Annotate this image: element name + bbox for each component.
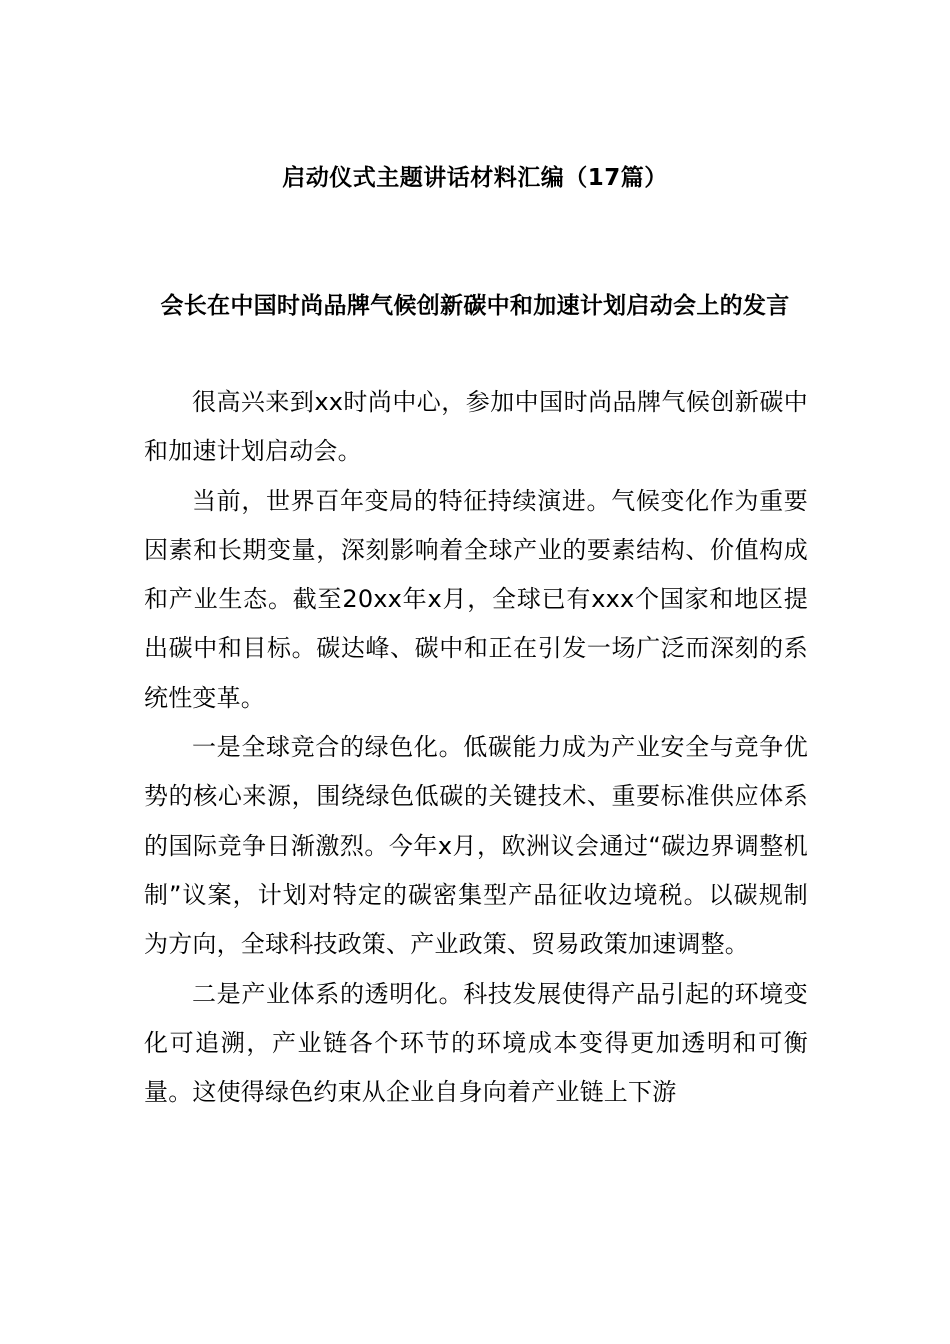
speech-title: 会长在中国时尚品牌气候创新碳中和加速计划启动会上的发言: [160, 293, 790, 319]
paragraph-2: 当前，世界百年变局的特征持续演进。气候变化作为重要因素和长期变量，深刻影响着全球产业的要素结构、价值构成和产业生态。截至20xx年x月，全球已有xxx个国家和地区提出碳中和目标。碳达峰、碳中和正在引发一场广泛而深刻的系统性变革。: [144, 486, 808, 712]
paragraph-1: 很高兴来到xx时尚中心，参加中国时尚品牌气候创新碳中和加速计划启动会。: [144, 388, 808, 466]
paragraph-4: 二是产业体系的透明化。科技发展使得产品引起的环境变化可追溯，产业链各个环节的环境成本变得更加透明和可衡量。这使得绿色约束从企业自身向着产业链上下游: [144, 979, 808, 1107]
paragraph-3: 一是全球竞合的绿色化。低碳能力成为产业安全与竞争优势的核心来源，围绕绿色低碳的关键技术、重要标准供应体系的国际竞争日渐激烈。今年x月，欧洲议会通过“碳边界调整机制”议案，计划对特定的碳密集型产品征收边境税。以碳规制为方向，全球科技政策、产业政策、贸易政策加速调整。: [144, 733, 808, 959]
speech-body: [144, 378, 808, 1117]
document-title: 启动仪式主题讲话材料汇编（17篇）: [282, 165, 668, 191]
